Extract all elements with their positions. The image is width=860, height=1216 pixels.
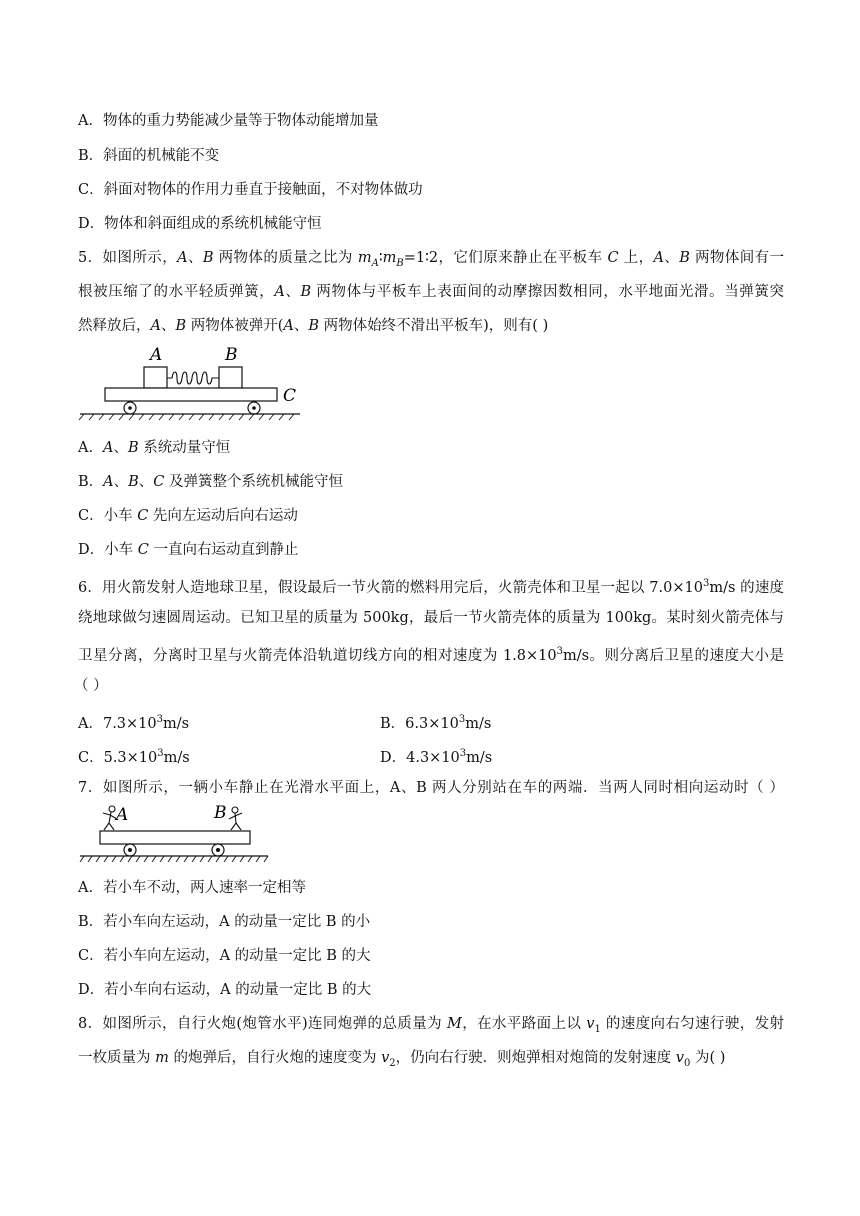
q6-stem-line-2: 绕地球做匀速圆周运动。已知卫星的质量为 500kg，最后一节火箭壳体的质量为 100kg。某时刻火箭壳体与 <box>78 610 784 626</box>
q5-stem-line-3: 然释放后，A、B 两物体被弹开(A、B 两物体始终不滑出平板车)，则有( ) <box>78 318 549 334</box>
q6-option-d: D．$4.3\times 10^3m/s$ <box>380 748 493 766</box>
q7-stem: 7．如图所示，一辆小车静止在光滑水平面上，A、B 两人分别站在车的两端．当两人同时相向运动时（ ） <box>78 780 784 796</box>
q5-label-a: A <box>150 345 163 365</box>
q5-cart-deck <box>105 388 277 401</box>
q6-stem-line-3: 卫星分离，分离时卫星与火箭壳体沿轨道切线方向的相对速度为 $1.8\times 10^3m/s$。则分离后卫星的速度大小是 <box>78 646 784 664</box>
q7-label-b: B <box>214 803 227 823</box>
q6-option-c: C．$5.3\times 10^3m/s$ <box>78 748 190 766</box>
q5-cart-figure <box>78 342 308 420</box>
q7-label-a: A <box>116 805 129 825</box>
q5-option-b: B．A、B、C 及弹簧整个系统机械能守恒 <box>78 474 344 490</box>
q6-option-b: B．$6.3\times 10^3m/s$ <box>380 714 492 732</box>
q7-option-d: D．若小车向右运动，A 的动量一定比 B 的大 <box>78 982 372 998</box>
q4-option-d: D．物体和斜面组成的系统机械能守恒 <box>78 216 322 232</box>
q7-ground-hatch <box>80 856 268 862</box>
q6-option-a: A．$7.3\times 10^3m/s$ <box>78 714 190 732</box>
q8-stem-line-1: 8．如图所示，自行火炮(炮管水平)连同炮弹的总质量为 M，在水平路面上以 $v_1$ 的速度向右匀速行驶，发射 <box>78 1016 785 1035</box>
q5-spring <box>167 372 219 384</box>
q5-stem-line-1: 5．如图所示，A、B 两物体的质量之比为 $m_A∶m_B=1∶2$，它们原来静止在平板车 C 上，A、B 两物体间有一 <box>78 250 785 269</box>
q5-option-d: D．小车 C 一直向右运动直到静止 <box>78 542 299 558</box>
q8-stem-line-2: 一枚质量为 m 的炮弹后，自行火炮的速度变为 $v_2$，仍向右行驶．则炮弹相对炮筒的发射速度 $v_0$ 为( ) <box>78 1050 726 1069</box>
q7-option-b: B．若小车向左运动，A 的动量一定比 B 的小 <box>78 914 371 930</box>
q5-block-a <box>144 367 167 388</box>
q4-option-c: C．斜面对物体的作用力垂直于接触面，不对物体做功 <box>78 182 423 198</box>
q4-option-b: B．斜面的机械能不变 <box>78 148 220 164</box>
q7-cart-figure <box>80 802 270 866</box>
q5-block-b <box>219 367 242 388</box>
q5-ground-hatch <box>79 414 294 420</box>
q7-person-b <box>229 807 242 830</box>
q5-stem-line-2: 根被压缩了的水平轻质弹簧，A、B 两物体与平板车上表面间的动摩擦因数相同，水平地面光滑。当弹簧突 <box>78 284 785 300</box>
q5-label-c: C <box>283 386 297 406</box>
q5-option-c: C．小车 C 先向左运动后向右运动 <box>78 508 298 524</box>
q7-option-c: C．若小车向左运动，A 的动量一定比 B 的大 <box>78 948 371 964</box>
q5-label-b: B <box>225 345 238 365</box>
q4-option-a: A．物体的重力势能减少量等于物体动能增加量 <box>78 113 379 129</box>
q5-option-a: A．A、B 系统动量守恒 <box>78 440 231 456</box>
q6-answer-bracket: （ ） <box>74 678 108 694</box>
q7-cart-deck <box>100 831 250 844</box>
q6-stem-line-1: 6．用火箭发射人造地球卫星，假设最后一节火箭的燃料用完后，火箭壳体和卫星一起以 $7.0\times 10^3m/s$ 的速度 <box>78 578 784 596</box>
q7-person-a <box>103 806 117 830</box>
q7-option-a: A．若小车不动，两人速率一定相等 <box>78 880 306 896</box>
